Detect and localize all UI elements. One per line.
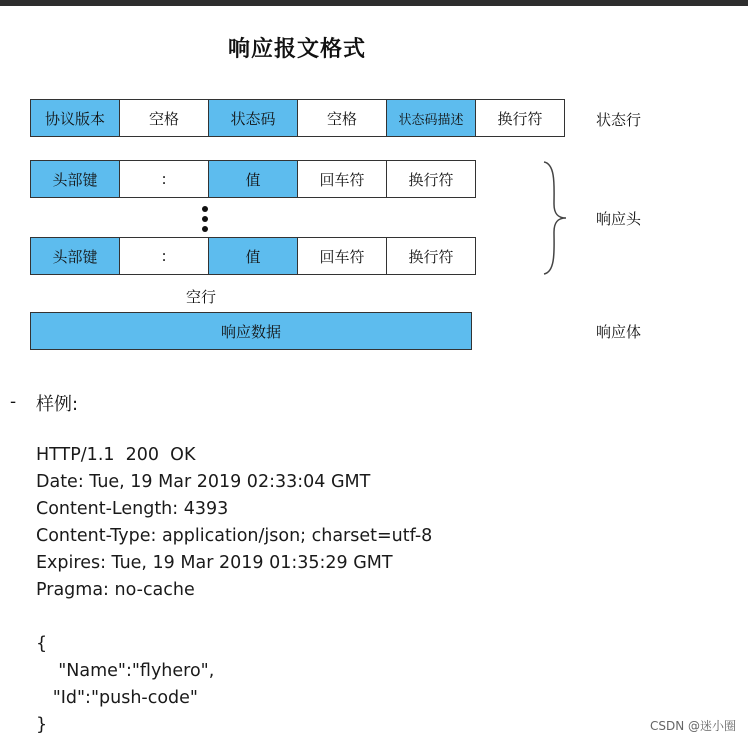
sample-line: HTTP/1.1 200 OK [36, 445, 196, 465]
header-row [30, 237, 476, 275]
cell-space: 空格 [119, 99, 209, 137]
cell-colon: : [119, 160, 209, 198]
bullet-dash: - [10, 392, 17, 412]
status-line-row [30, 99, 565, 137]
sample-line: Expires: Tue, 19 Mar 2019 01:35:29 GMT [36, 553, 393, 573]
sample-line: Content-Length: 4393 [36, 499, 229, 519]
cell-header-key: 头部键 [30, 160, 120, 198]
cell-header-key: 头部键 [30, 237, 120, 275]
top-border-bar [0, 0, 748, 6]
watermark: CSDN @迷小圈 [649, 719, 736, 733]
cell-colon: : [119, 237, 209, 275]
response-body-label: 响应体 [596, 323, 642, 341]
sample-line [36, 604, 432, 631]
sample-line: Pragma: no-cache [36, 580, 195, 600]
status-line-label: 状态行 [596, 111, 642, 129]
curly-brace-icon [540, 158, 570, 278]
sample-line: } [36, 715, 48, 735]
cell-value: 值 [208, 160, 298, 198]
page-title: 响应报文格式 [228, 37, 367, 62]
response-header-label: 响应头 [596, 210, 642, 228]
cell-carriage-return: 回车符 [297, 160, 387, 198]
cell-space: 空格 [297, 99, 387, 137]
cell-line-feed: 换行符 [475, 99, 565, 137]
response-data-bar: 响应数据 [30, 312, 472, 350]
sample-line: { [36, 634, 48, 654]
sample-line: Date: Tue, 19 Mar 2019 02:33:04 GMT [36, 472, 371, 492]
empty-line-label: 空行 [186, 288, 217, 306]
ellipsis-dots [202, 206, 210, 236]
cell-value: 值 [208, 237, 298, 275]
cell-line-feed: 换行符 [386, 160, 476, 198]
cell-status-description: 状态码描述 [386, 99, 476, 137]
sample-line: "Id":"push-code" [36, 688, 198, 708]
sample-label: 样例: [36, 394, 79, 415]
cell-protocol-version: 协议版本 [30, 99, 120, 137]
sample-line: "Name":"flyhero", [36, 661, 215, 681]
header-row [30, 160, 476, 198]
sample-line: Content-Type: application/json; charset=utf-8 [36, 526, 433, 546]
cell-status-code: 状态码 [208, 99, 298, 137]
cell-carriage-return: 回车符 [297, 237, 387, 275]
sample-response [36, 442, 432, 739]
cell-line-feed: 换行符 [386, 237, 476, 275]
